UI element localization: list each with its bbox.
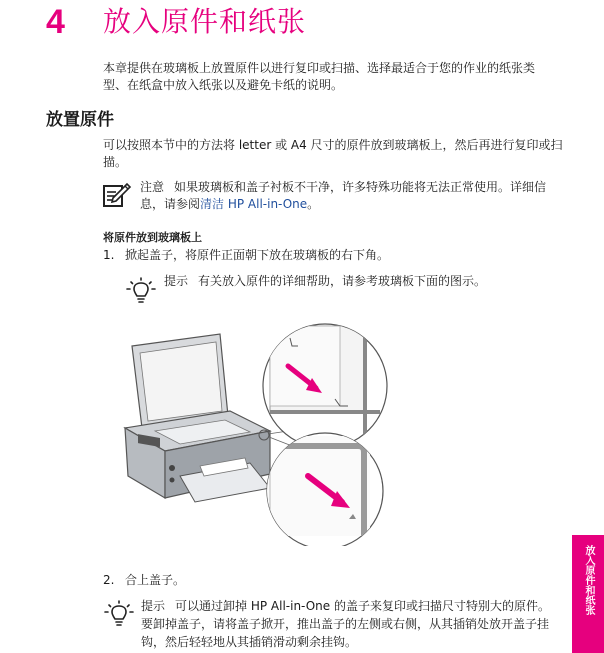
step-1-text: 掀起盖子，将原件正面朝下放在玻璃板的右下角。 <box>125 248 390 262</box>
note-text <box>140 179 560 213</box>
chapter-title: 放入原件和纸张 <box>103 5 307 38</box>
note-label: 注意 <box>140 180 165 194</box>
tip-1-label: 提示 <box>164 274 189 288</box>
step-1 <box>103 247 389 264</box>
note-pencil-icon <box>101 180 133 210</box>
step-2-text: 合上盖子。 <box>125 573 186 587</box>
procedure-heading: 将原件放到玻璃板上 <box>103 231 202 244</box>
chapter-side-tab <box>572 535 604 653</box>
section-heading: 放置原件 <box>46 110 114 130</box>
tip-1-text <box>164 273 564 290</box>
side-tab-label: 放入原件和纸张 <box>583 545 594 615</box>
scanner-illustration <box>120 316 390 546</box>
note-link[interactable]: 清洁 HP All-in-One <box>200 197 308 211</box>
magnified-corner-bottom <box>260 433 383 546</box>
chapter-number: 4 <box>46 3 65 41</box>
intro-paragraph: 本章提供在玻璃板上放置原件以进行复印或扫描、选择最适合于您的作业的纸张类型、在纸盒中放入纸张以及避免卡纸的说明。 <box>103 61 536 92</box>
step-2 <box>103 572 185 589</box>
note-body: 如果玻璃板和盖子衬板不干净，许多特殊功能将无法正常使用。详细信息，请参阅 <box>140 180 547 211</box>
tip-2-body: 可以通过卸掉 HP All-in-One 的盖子来复印或扫描尺寸特别大的原件。要卸掉盖子，请将盖子掀开，推出盖子的左侧或右侧，从其插销处放开盖子挂钩，然后轻轻地从其插销滑动剩余挂钩。 <box>141 599 550 649</box>
lightbulb-icon <box>104 600 134 628</box>
section-paragraph: 可以按照本节中的方法将 letter 或 A4 尺寸的原件放到玻璃板上，然后再进行复印或扫描。 <box>103 138 563 169</box>
step-1-number: 1. <box>103 248 115 262</box>
tip-1-body: 有关放入原件的详细帮助，请参考玻璃板下面的图示。 <box>198 274 487 288</box>
lightbulb-icon <box>126 277 156 305</box>
tip-2-text <box>141 597 553 651</box>
tip-2-label: 提示 <box>141 599 166 613</box>
step-2-number: 2. <box>103 573 115 587</box>
note-body-end: 。 <box>307 197 320 211</box>
